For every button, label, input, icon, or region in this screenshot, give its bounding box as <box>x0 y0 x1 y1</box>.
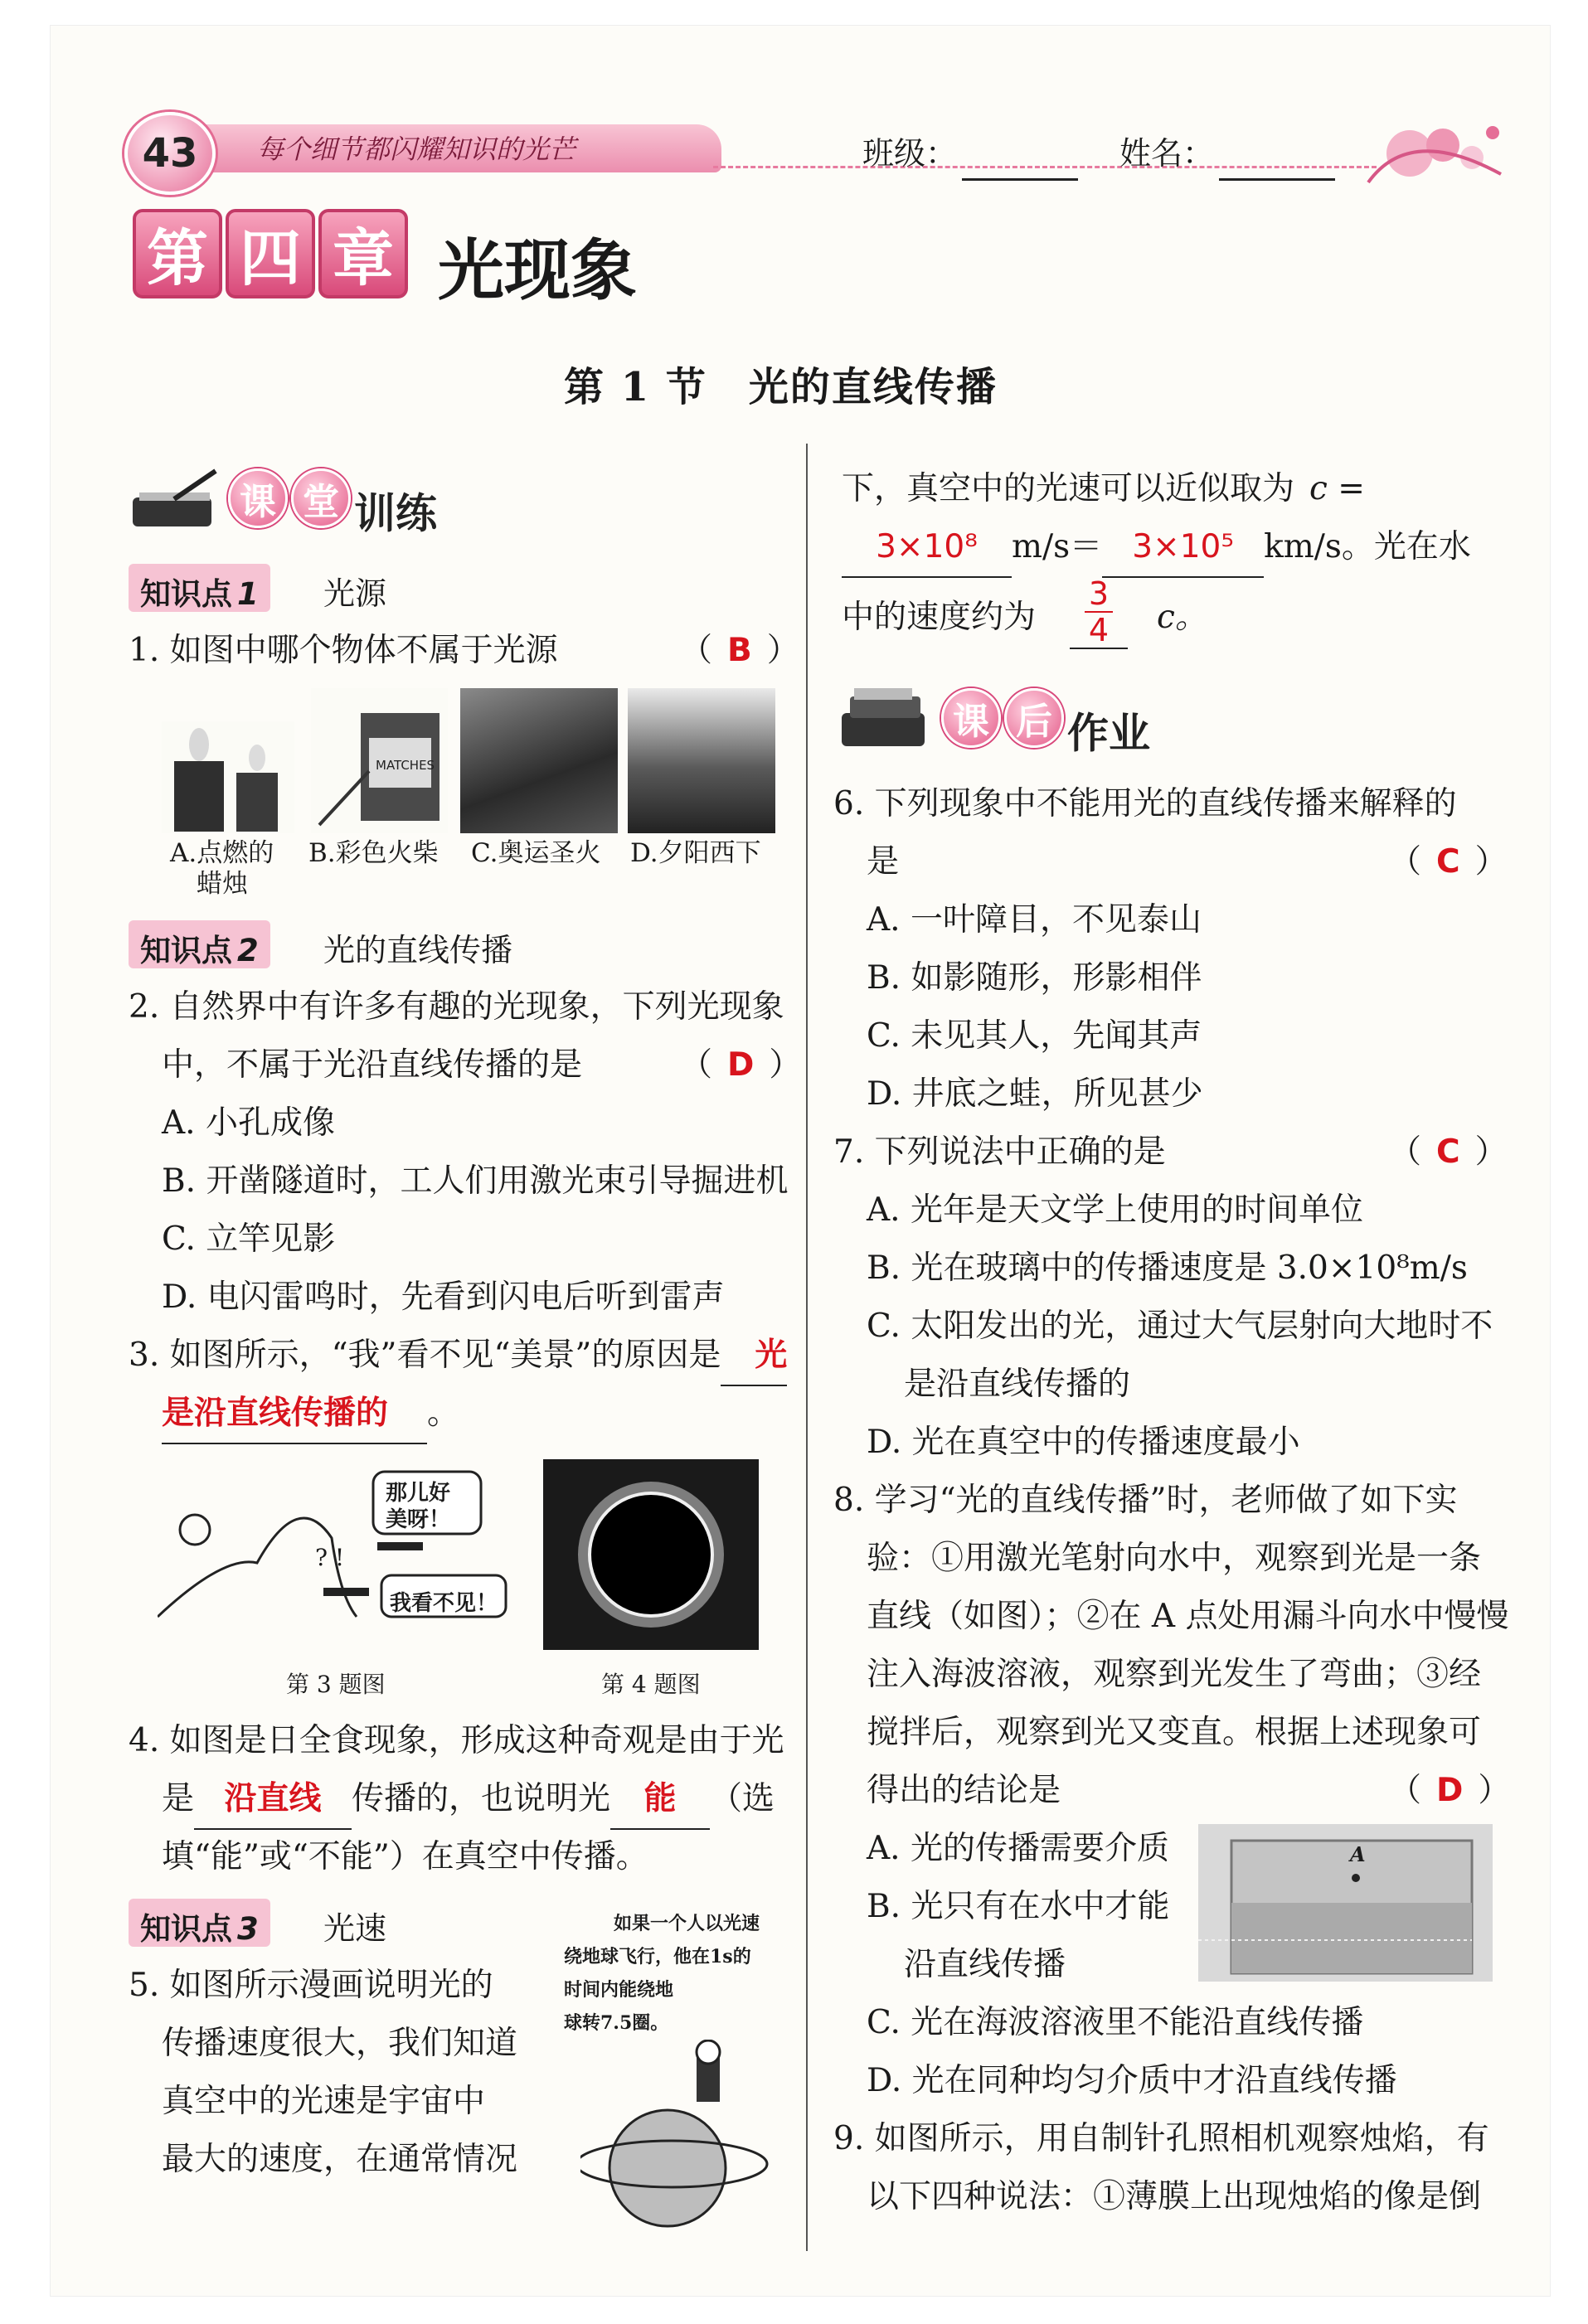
solar-eclipse-image <box>543 1459 759 1650</box>
chapter-char-3: 章 <box>318 209 408 298</box>
q2-option-b: B. 开凿隧道时，工人们用激光束引导掘进机 <box>162 1162 789 1200</box>
matchbox-label: MATCHES <box>376 758 435 773</box>
matches-image <box>311 688 448 833</box>
page-number-badge <box>124 112 216 195</box>
q6-option-c: C. 未见其人，先闻其声 <box>867 1017 1202 1055</box>
q5-unit-1: m/s＝ <box>1012 528 1103 565</box>
name-field[interactable] <box>1219 178 1335 181</box>
q4-l2a: 是 <box>162 1780 195 1817</box>
homework-heading <box>941 688 1150 760</box>
flower-ornament-icon <box>1360 108 1509 199</box>
q5-line4: 最大的速度，在通常情况 <box>162 2141 518 2178</box>
q8-option-d: D. 光在同种均匀介质中才沿直线传播 <box>867 2062 1397 2099</box>
q6-line1: 6. 下列现象中不能用光的直线传播来解释的 <box>833 785 1457 822</box>
q1-caption-d: D.夕阳西下 <box>630 838 761 868</box>
paren-close: ） <box>1474 1133 1508 1171</box>
q8-line2: 验：①用激光笔射向水中，观察到光是一条 <box>867 1540 1482 1577</box>
q5-answer-2: 3×10⁵ <box>1102 518 1264 578</box>
q5-answer-1: 3×10⁸ <box>842 518 1012 578</box>
q4-l2b: 传播的，也说明光 <box>352 1780 611 1817</box>
classroom-char-2: 堂 <box>291 468 351 528</box>
q4-line1: 4. 如图是日全食现象，形成这种奇观是由于光 <box>129 1722 784 1759</box>
paren-close: ） <box>766 632 799 669</box>
q1-caption-a: A.点燃的 <box>170 838 274 868</box>
q8-line1: 8. 学习“光的直线传播”时，老师做了如下实 <box>833 1482 1458 1519</box>
q5-frac-den: 4 <box>1088 612 1110 648</box>
q3-marks: ? ! <box>315 1544 345 1571</box>
homework-char-1: 课 <box>941 688 1001 748</box>
q5-cont-line3: 中的速度约为 <box>842 599 1037 636</box>
column-divider <box>806 444 808 2251</box>
page-number: 43 <box>142 130 198 177</box>
q5-line3: 真空中的光速是宇宙中 <box>162 2083 486 2120</box>
kp2-num: 2 <box>237 933 259 968</box>
knowledge-point-2-badge <box>129 920 270 968</box>
kp3-label: 知识点 <box>140 1911 232 1947</box>
q5-cartoon-line3: 时间内能绕地 <box>564 1979 674 2001</box>
q7-answer: C <box>1436 1133 1460 1171</box>
q7-option-a: A. 光年是天文学上使用的时间单位 <box>867 1191 1363 1229</box>
q3-bubble-1: 那儿好美呀！ <box>386 1481 451 1532</box>
q9-line2: 以下四种说法：①薄膜上出现烛焰的像是倒 <box>867 2178 1482 2215</box>
q2-option-d: D. 电闪雷鸣时，先看到闪电后听到雷声 <box>162 1278 725 1316</box>
q3-caption: 第 3 题图 <box>286 1671 386 1698</box>
q5-line2: 传播速度很大，我们知道 <box>162 2025 518 2062</box>
q1-answer-paren <box>680 622 799 680</box>
q4-line2 <box>162 1770 775 1830</box>
q5-c-eq: c = <box>1309 470 1365 507</box>
chapter-title: 光现象 <box>438 232 637 309</box>
homework-char-2: 后 <box>1004 688 1064 748</box>
q4-answer-1: 沿直线 <box>194 1770 352 1830</box>
notebook-pen-icon <box>124 464 224 539</box>
q5-unit-2: km/s。光在水 <box>1264 528 1471 565</box>
q3-answer-part2: 是沿直线传播的 <box>162 1385 427 1444</box>
q8-option-a: A. 光的传播需要介质 <box>867 1830 1169 1867</box>
q5-cartoon-line2: 绕地球飞行，他在1s的 <box>564 1946 751 1967</box>
q1-caption-b: B.彩色火柴 <box>308 838 439 868</box>
q6-option-d: D. 井底之蛙，所见甚少 <box>867 1075 1203 1113</box>
q5-cartoon-line1: 如果一个人以光速 <box>614 1913 760 1934</box>
q6-answer-paren <box>1389 833 1508 891</box>
paren-open: （ <box>680 1046 713 1084</box>
q3-line2 <box>162 1385 459 1444</box>
sunset-image <box>628 688 775 833</box>
header-divider <box>713 166 1377 168</box>
q5-fraction <box>1070 576 1128 649</box>
q8-answer-paren <box>1389 1762 1510 1820</box>
books-icon <box>829 680 937 754</box>
paren-close: ） <box>1478 1772 1511 1809</box>
q2-answer: D <box>727 1046 755 1084</box>
q3-end: 。 <box>427 1395 460 1432</box>
q2-option-a: A. 小孔成像 <box>162 1104 335 1142</box>
classroom-word: 训练 <box>354 489 437 538</box>
q7-option-b: B. 光在玻璃中的传播速度是 3.0×10⁸m/s <box>867 1249 1468 1287</box>
q8-answer: D <box>1436 1772 1464 1809</box>
q3-line1 <box>129 1327 787 1386</box>
q2-answer-paren <box>680 1036 801 1094</box>
chapter-char-1: 第 <box>133 209 222 298</box>
q8-option-b2: 沿直线传播 <box>904 1946 1066 1983</box>
q5-cartoon-text <box>564 1907 760 2040</box>
q3-bubble-2: 我看不见！ <box>390 1591 498 1616</box>
paren-open: （ <box>1389 1133 1422 1171</box>
laser-tank-image <box>1198 1824 1493 1982</box>
q2-line2: 中，不属于光沿直线传播的是 <box>162 1046 583 1084</box>
kp2-label: 知识点 <box>140 933 232 968</box>
q7-option-d: D. 光在真空中的传播速度最小 <box>867 1424 1300 1461</box>
paren-open: （ <box>1389 843 1422 881</box>
q6-answer: C <box>1436 843 1460 881</box>
knowledge-point-3-badge <box>129 1899 270 1947</box>
q8-line5: 搅拌后，观察到光又变直。根据上述现象可 <box>867 1714 1482 1751</box>
q8-option-b: B. 光只有在水中才能 <box>867 1888 1170 1925</box>
q3-answer-part1: 光 <box>721 1327 787 1386</box>
q8-line6: 得出的结论是 <box>867 1772 1061 1809</box>
kp1-num: 1 <box>237 576 259 612</box>
q1-answer: B <box>727 632 752 669</box>
q8-point-label: A <box>1350 1842 1366 1866</box>
paren-open: （ <box>1389 1772 1422 1809</box>
q7-line1: 7. 下列说法中正确的是 <box>833 1133 1166 1171</box>
q7-answer-paren <box>1389 1123 1508 1181</box>
kp1-label: 知识点 <box>140 576 232 612</box>
q8-option-c: C. 光在海波溶液里不能沿直线传播 <box>867 2004 1364 2041</box>
olympic-torch-image <box>460 688 618 833</box>
name-label: 姓名： <box>1119 135 1215 172</box>
q6-line2: 是 <box>867 843 900 881</box>
q5-cont-text: 下，真空中的光速可以近似取为 <box>842 470 1295 507</box>
q5-cartoon-line4: 球转7.5圈。 <box>564 2012 669 2034</box>
earth-cartoon-image <box>580 2040 779 2230</box>
q6-option-a: A. 一叶障目，不见泰山 <box>867 901 1202 939</box>
class-field[interactable] <box>962 178 1078 181</box>
q4-l2c: （选 <box>710 1780 775 1817</box>
paren-open: （ <box>680 632 713 669</box>
q4-answer-2: 能 <box>610 1770 710 1830</box>
classroom-heading <box>228 468 437 541</box>
q9-line1: 9. 如图所示，用自制针孔照相机观察烛焰，有 <box>833 2120 1489 2157</box>
kp3-num: 3 <box>237 1911 259 1947</box>
q5-cont-line1 <box>842 460 1365 518</box>
q1-caption-c: C.奥运圣火 <box>471 838 601 868</box>
q4-line3: 填“能”或“不能”）在真空中传播。 <box>162 1838 648 1875</box>
classroom-char-1: 课 <box>228 468 288 528</box>
q5-cont-line2 <box>842 518 1471 578</box>
candle-image <box>162 721 294 833</box>
q6-option-b: B. 如影随形，形影相伴 <box>867 959 1202 997</box>
class-label: 班级： <box>862 135 958 172</box>
knowledge-point-1-badge <box>129 564 270 612</box>
q5-frac-num: 3 <box>1085 576 1113 613</box>
chapter-char-2: 四 <box>226 209 315 298</box>
header-slogan: 每个细节都闪耀知识的光芒 <box>257 133 576 165</box>
kp2-title: 光的直线传播 <box>323 932 513 968</box>
paren-close: ） <box>769 1046 802 1084</box>
q5-line1: 5. 如图所示漫画说明光的 <box>129 1967 493 2004</box>
section-title: 第 1 节 光的直线传播 <box>564 364 998 410</box>
q7-option-c2: 是沿直线传播的 <box>904 1366 1131 1403</box>
q2-line1: 2. 自然界中有许多有趣的光现象，下列光现象 <box>129 988 784 1026</box>
q7-option-c: C. 太阳发出的光，通过大气层射向大地时不 <box>867 1308 1493 1345</box>
q4-caption: 第 4 题图 <box>601 1671 701 1698</box>
q3-text: 3. 如图所示，“我”看不见“美景”的原因是 <box>129 1337 721 1374</box>
kp3-title: 光速 <box>323 1910 387 1947</box>
q8-line3: 直线（如图）；②在 A 点处用漏斗向水中慢慢 <box>867 1598 1509 1635</box>
homework-word: 作业 <box>1067 709 1150 758</box>
q8-line4: 注入海波溶液，观察到光发生了弯曲；③经 <box>867 1656 1482 1693</box>
q5-c-end: c。 <box>1157 599 1207 636</box>
kp1-title: 光源 <box>323 575 387 612</box>
q1-text: 1. 如图中哪个物体不属于光源 <box>129 632 558 669</box>
q2-option-c: C. 立竿见影 <box>162 1220 336 1258</box>
q1-caption-a2: 蜡烛 <box>197 869 248 899</box>
paren-close: ） <box>1474 843 1508 881</box>
